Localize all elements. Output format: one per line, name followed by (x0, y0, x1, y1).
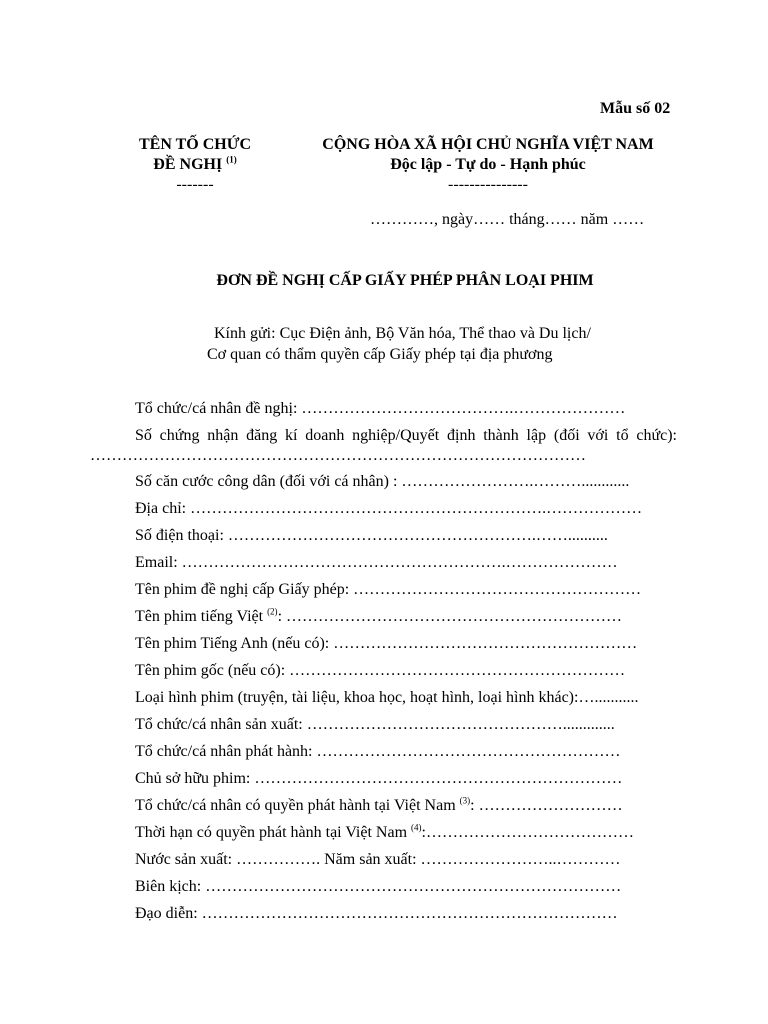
field-film-name[interactable]: Tên phim đề nghị cấp Giấy phép: ……………………………………………… (135, 581, 642, 598)
footnote-1: (1) (226, 154, 237, 165)
field-owner[interactable]: Chủ sở hữu phim: …………………………………………………………… (135, 770, 623, 787)
field-distributor[interactable]: Tổ chức/cá nhân phát hành: ………………………………………………… (135, 743, 621, 760)
field-phone[interactable]: Số điện thoại: ………………………………………………….…….......... (135, 527, 608, 544)
footnote-2: (2) (267, 606, 278, 617)
field-film-vietnamese[interactable]: Tên phim tiếng Việt $^{(2)}$: ……………………………………………………… (135, 606, 623, 625)
form-code: Mẫu số 02 (600, 100, 671, 117)
org-header-dashes: ------- (176, 176, 214, 193)
field-producer[interactable]: Tổ chức/cá nhân sản xuất: …………………………………………............. (135, 716, 615, 733)
nation-header-dashes: --------------- (448, 176, 528, 193)
field-org-individual[interactable]: Tổ chức/cá nhân đề nghị: ………………………………….………………… (135, 400, 626, 417)
date-line: …………, ngày…… tháng…… năm …… (370, 211, 645, 228)
field-film-type[interactable]: Loại hình phim (truyện, tài liệu, khoa học, hoạt hình, loại hình khác):…........... (135, 689, 639, 706)
field-rights-term[interactable]: Thời hạn có quyền phát hành tại Việt Nam $^{(4)}$:………………………………… (135, 822, 634, 841)
field-director[interactable]: Đạo diễn: …………………………………………………………………… (135, 905, 618, 922)
nation-header-line1: CỘNG HÒA XÃ HỘI CHỦ NGHĨA VIỆT NAM (322, 136, 654, 153)
field-email[interactable]: Email: …………………………………………………….………………… (135, 554, 618, 571)
recipient-line2: Cơ quan có thẩm quyền cấp Giấy phép tại địa phương (207, 346, 553, 363)
recipient-line1: Kính gửi: Cục Điện ảnh, Bộ Văn hóa, Thể thao và Du lịch/ (214, 325, 591, 342)
field-film-original[interactable]: Tên phim gốc (nếu có): ……………………………………………………… (135, 662, 626, 679)
field-screenwriter[interactable]: Biên kịch: …………………………………………………………………… (135, 878, 622, 895)
footnote-4: (4) (411, 822, 422, 833)
field-citizen-id[interactable]: Số căn cước công dân (đối với cá nhân) : …………………….………............ (135, 473, 630, 490)
footnote-3: (3) (459, 795, 471, 806)
field-address[interactable]: Địa chỉ: ………………………………………………………….……………… (135, 500, 643, 517)
org-header-line2: ĐỀ NGHỊ $^{(1)}$ (153, 154, 237, 173)
field-vn-distribution-rights[interactable]: Tổ chức/cá nhân có quyền phát hành tại Việt Nam $^{(3)}$: ……………………… (135, 795, 623, 814)
field-film-english[interactable]: Tên phim Tiếng Anh (nếu có): ………………………………………………… (135, 635, 638, 652)
nation-header-motto: Độc lập - Tự do - Hạnh phúc (390, 156, 586, 173)
org-header-line1: TÊN TỐ CHỨC (138, 136, 251, 153)
field-business-cert-dots[interactable]: ………………………………………………………………………………… (90, 447, 586, 464)
document-title: ĐƠN ĐỀ NGHỊ CẤP GIẤY PHÉP PHÂN LOẠI PHIM (216, 272, 594, 289)
field-country-year[interactable]: Nước sản xuất: ……………. Năm sản xuất: ……………………..………… (135, 851, 621, 868)
field-business-cert[interactable]: Số chứng nhận đăng kí doanh nghiệp/Quyết định thành lập (đối với tổ chức): (135, 427, 677, 444)
